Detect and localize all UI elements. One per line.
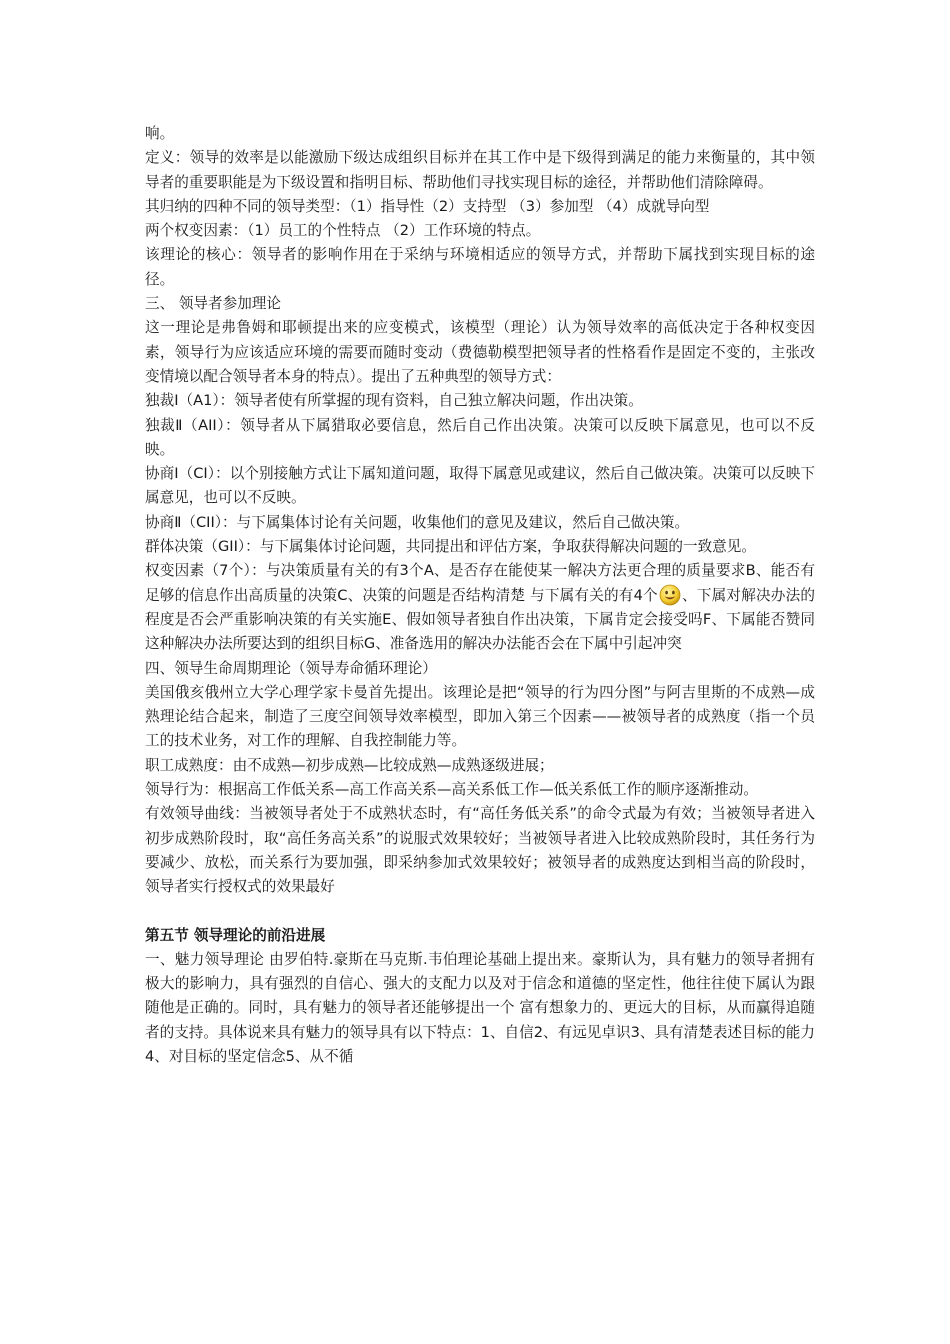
style-consultative-2: 协商Ⅱ（CII）：与下属集体讨论有关问题，收集他们的意见及建议，然后自己做决策。	[145, 513, 690, 531]
contingency-text-part2: 、下属对解决办法的程度是否会严重影响决策的有关实施E、假如领导者独自作出决策，下属肯定会接受吗F、下属能否赞同这种解决办法所要达到的组织目标G、准备选用的解决办法能否会在下属中引起冲突	[145, 586, 815, 653]
style-group-decision: 群体决策（GII）：与下属集体讨论问题，共同提出和评估方案，争取获得解决问题的一致意见。	[145, 538, 756, 556]
section-five-heading: 第五节 领导理论的前沿进展	[145, 926, 326, 944]
four-leadership-types: 其归纳的四种不同的领导类型：（1）指导性（2）支持型 （3）参加型 （4）成就导向型	[145, 197, 710, 215]
effective-leadership-curve: 有效领导曲线：当被领导者处于不成熟状态时，有“高任务低关系”的命令式最为有效；当被领导者进入初步成熟阶段时，取“高任务高关系”的说服式效果较好；当被领导者进入比较成熟阶段时，其任务行为要减少、放松，而关系行为要加强，即采纳参加式效果较好；被领导者的成熟度达到相当高的阶段时，领导者实行授权式的效果最好	[145, 805, 815, 896]
path-goal-definition: 定义：领导的效率是以能激励下级达成组织目标并在其工作中是下级得到满足的能力来衡量的，其中领导者的重要职能是为下级设置和指明目标、帮助他们寻找实现目标的途径，并帮助他们清除障碍。	[145, 149, 815, 191]
life-cycle-theory-intro: 美国俄亥俄州立大学心理学家卡曼首先提出。该理论是把“领导的行为四分图”与阿吉里斯的不成熟—成熟理论结合起来，制造了三度空间领导效率模型，即加入第三个因素——被领导者的成熟度（指一个员工的技术业务，对工作的理解、自我控制能力等。	[145, 683, 815, 750]
contingency-factors-seven	[145, 559, 815, 656]
employee-maturity: 职工成熟度：由不成熟—初步成熟—比较成熟—成熟逐级进展；	[145, 756, 554, 774]
section-three-heading: 三、 领导者参加理论	[145, 295, 281, 313]
document-body	[145, 122, 815, 1069]
theory-core: 该理论的核心：领导者的影响作用在于采纳与环境相适应的领导方式，并帮助下属找到实现目标的途径。	[145, 246, 815, 288]
paragraph-1: 响。	[145, 125, 175, 142]
leadership-behavior: 领导行为：根据高工作低关系—高工作高关系—高关系低工作—低关系低工作的顺序逐渐推动。	[145, 781, 758, 799]
contingency-text-part1: 权变因素（7个）：与决策质量有关的有3个A、是否存在能使某一解决方法更合理的质量要求B、能否有足够的信息作出高质量的决策C、决策的问题是否结构清楚 与下属有关的有4个	[145, 562, 815, 604]
style-autocratic-2: 独裁Ⅱ（AII）：领导者从下属猎取必要信息，然后自己作出决策。决策可以反映下属意见，也可以不反映。	[145, 416, 815, 458]
section-four-heading: 四、领导生命周期理论（领导寿命循环理论）	[145, 659, 437, 677]
participation-theory-intro: 这一理论是弗鲁姆和耶顿提出来的应变模式，该模型（理论）认为领导效率的高低决定于各种权变因素，领导行为应该适应环境的需要而随时变动（费德勒模型把领导者的性格看作是固定不变的，主张改变情境以配合领导者本身的特点）。提出了五种典型的领导方式：	[145, 319, 815, 385]
style-consultative-1: 协商Ⅰ（CI）：以个别接触方式让下属知道问题，取得下属意见或建议，然后自己做决策。决策可以反映下属意见，也可以不反映。	[145, 465, 815, 507]
smiley-face-icon	[659, 584, 681, 606]
charismatic-leadership: 一、魅力领导理论 由罗伯特.豪斯在马克斯.韦伯理论基础上提出来。豪斯认为，具有魅力的领导者拥有极大的影响力，具有强烈的自信心、强大的支配力以及对于信念和道德的坚定性，他往往使下属认为跟随他是正确的。同时，具有魅力的领导者还能够提出一个 富有想象力的、更远大的目标，从而赢得追随者的支持。具体说来具有魅力的领导具有以下特点：1、自信2、有远见卓识3、具有清楚表述目标的能力4、对目标的坚定信念5、从不循	[145, 950, 815, 1065]
two-contingency-factors: 两个权变因素：（1）员工的个性特点 （2）工作环境的特点。	[145, 222, 541, 240]
style-autocratic-1: 独裁Ⅰ（A1）：领导者使有所掌握的现有资料，自己独立解决问题，作出决策。	[145, 392, 643, 410]
